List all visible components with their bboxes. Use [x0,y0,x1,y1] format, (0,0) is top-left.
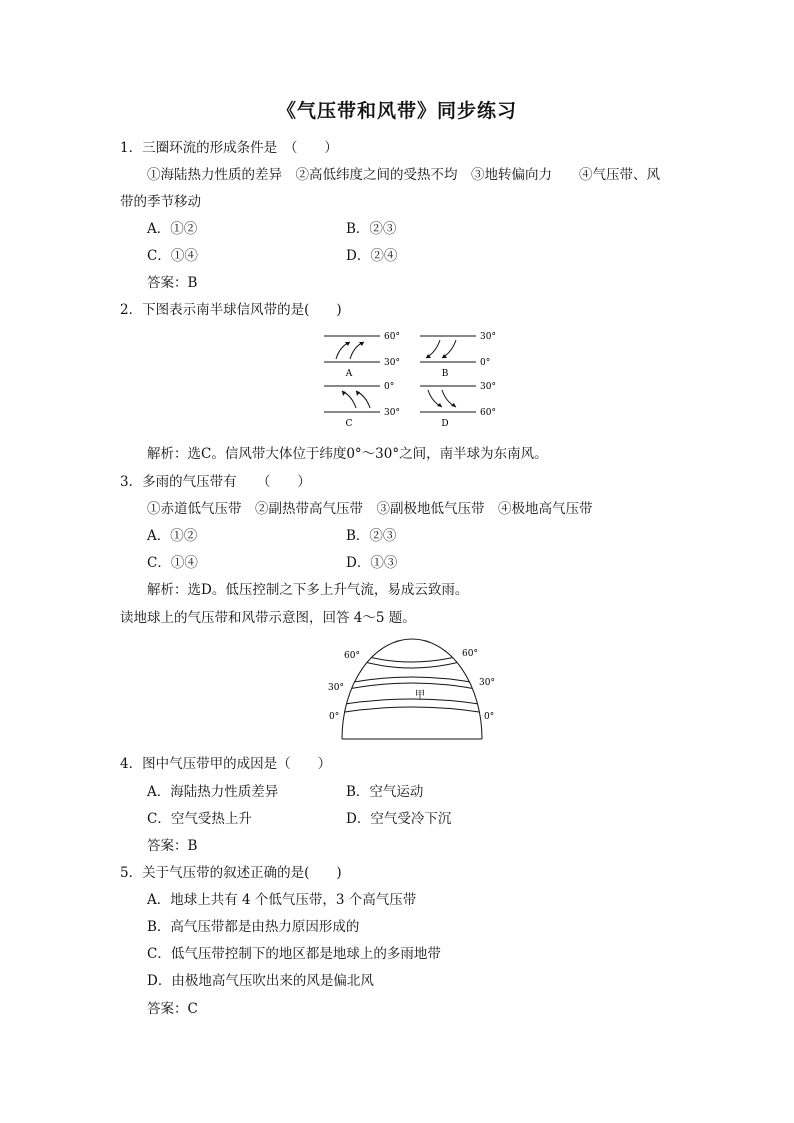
q4-option-d: D．空气受冷下沉 [346,811,452,827]
globe-left-60-label: 60° [344,651,360,661]
reading-prompt: 读地球上的气压带和风带示意图，回答 4～5 题。 [120,610,416,626]
q5-option-d: D．由极地高气压吹出来的风是偏北风 [147,973,374,989]
q1-option-c: C．①④ [147,248,198,264]
q1-options-line2: 带的季节移动 [120,194,201,210]
q1-option-b: B．②③ [346,221,397,237]
globe-right-0-label: 0° [484,712,495,722]
q5-option-a: A．地球上共有 4 个低气压带，3 个高气压带 [147,892,417,908]
fig-a-letter: A [345,369,353,379]
q5-option-b: B．高气压带都是由热力原因形成的 [147,919,360,935]
globe-left-30-label: 30° [328,683,344,693]
fig-b-letter: B [441,369,449,379]
fig-b-top-label: 30° [480,332,496,342]
q2-explanation: 解析：选C。信风带大体位于纬度0°～30°之间，南半球为东南风。 [147,446,548,462]
q1-options-line1: ①海陆热力性质的差异 ②高低纬度之间的受热不均 ③地转偏向力 ④气压带、风 [147,167,660,183]
q2-stem: 2．下图表示南半球信风带的是( ) [120,302,342,318]
globe-right-60-label: 60° [462,649,478,659]
q1-option-a: A．①② [147,221,198,237]
globe-jia-label: 甲 [415,690,425,701]
q3-options: ①赤道低气压带 ②副热带高气压带 ③副极地低气压带 ④极地高气压带 [147,501,593,517]
q4-option-a: A．海陆热力性质差异 [147,784,279,800]
q1-option-d: D．②④ [346,248,398,264]
trade-wind-figure [318,326,504,432]
pressure-belt-globe-figure [322,635,500,743]
q4-stem: 4．图中气压带甲的成因是（ ） [120,756,332,772]
fig-c-letter: C [345,419,353,429]
fig-d-top-label: 30° [480,382,496,392]
fig-b-bottom-label: 0° [480,358,491,368]
page-title: 《气压带和风带》同步练习 [276,100,517,122]
q5-stem: 5．关于气压带的叙述正确的是( ) [120,865,342,881]
fig-a-bottom-label: 30° [384,358,400,368]
q4-option-c: C．空气受热上升 [147,811,252,827]
q3-stem: 3．多雨的气压带有 （ ） [120,474,311,490]
q5-option-c: C．低气压带控制下的地区都是地球上的多雨地带 [147,946,441,962]
q3-explanation: 解析：选D。低压控制之下多上升气流，易成云致雨。 [147,582,469,598]
q4-option-b: B．空气运动 [346,784,424,800]
q1-answer: 答案：B [147,275,198,291]
q5-answer: 答案：C [147,1001,198,1017]
fig-c-top-label: 0° [384,382,395,392]
fig-d-letter: D [441,419,449,429]
fig-d-bottom-label: 60° [480,408,496,418]
q3-option-a: A．①② [147,528,198,544]
q1-stem: 1．三圈环流的形成条件是 （ ） [120,140,338,156]
q3-option-b: B．②③ [346,528,397,544]
globe-right-30-label: 30° [479,678,495,688]
globe-left-0-label: 0° [329,712,340,722]
q4-answer: 答案：B [147,838,198,854]
q3-option-d: D．①③ [346,555,398,571]
q3-option-c: C．①④ [147,555,198,571]
fig-c-bottom-label: 30° [384,408,400,418]
fig-a-top-label: 60° [384,332,400,342]
